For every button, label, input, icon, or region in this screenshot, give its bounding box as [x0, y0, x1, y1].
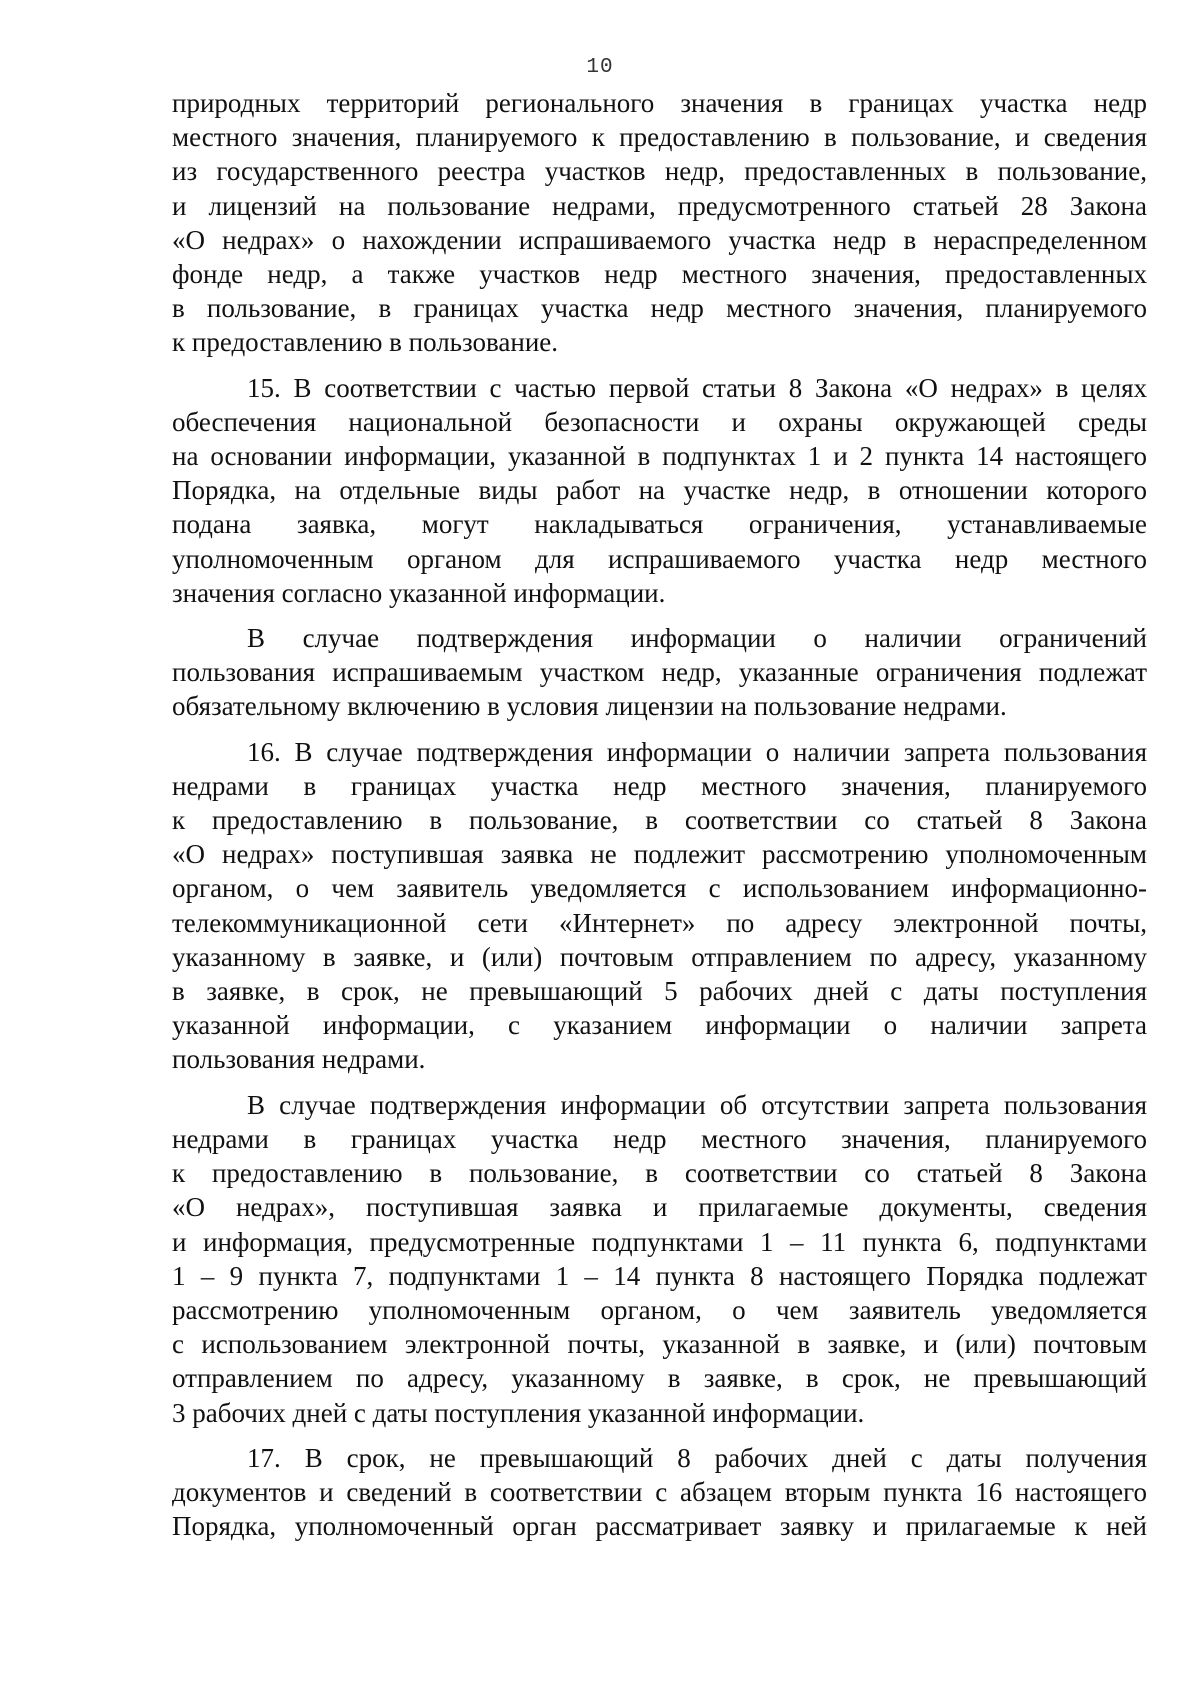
text-line: «О недрах» поступившая заявка не подлежит рассмотрению уполномоченным: [172, 839, 1147, 870]
text-line: 16. В случае подтверждения информации о наличии запрета пользования: [247, 736, 1147, 767]
text-line: пользования недрами.: [172, 1044, 426, 1075]
text-line: и лицензий на пользование недрами, предусмотренного статьей 28 Закона: [172, 190, 1147, 221]
paragraph: [172, 1088, 1147, 1430]
text-line: местного значения, планируемого к предоставлению в пользование, и сведения: [172, 122, 1147, 153]
text-line: 15. В соответствии с частью первой статьи 8 Закона «О недрах» в целях: [247, 372, 1147, 403]
text-line: в пользование, в границах участка недр местного значения, планируемого: [172, 293, 1147, 324]
text-line: «О недрах» о нахождении испрашиваемого участка недр в нераспределенном: [172, 224, 1147, 255]
text-line: телекоммуникационной сети «Интернет» по адресу электронной почты,: [172, 907, 1147, 938]
text-line: 1 – 9 пункта 7, подпунктами 1 – 14 пункта 8 настоящего Порядка подлежат: [172, 1260, 1147, 1291]
text-line: значения согласно указанной информации.: [172, 577, 666, 608]
text-line: указанной информации, с указанием информации о наличии запрета: [172, 1010, 1147, 1041]
text-line: из государственного реестра участков недр, предоставленных в пользование,: [172, 156, 1147, 187]
text-line: природных территорий регионального значения в границах участка недр: [172, 88, 1147, 118]
text-line: рассмотрению уполномоченным органом, о чем заявитель уведомляется: [172, 1294, 1147, 1325]
text-line: обеспечения национальной безопасности и охраны окружающей среды: [172, 406, 1147, 437]
document-body: [172, 86, 1147, 1543]
text-line: уполномоченным органом для испрашиваемого участка недр местного: [172, 543, 1147, 574]
text-line: отправлением по адресу, указанному в заявке, в срок, не превышающий: [172, 1363, 1147, 1394]
paragraph: [172, 1441, 1147, 1544]
text-line: к предоставлению в пользование, в соответствии со статьей 8 Закона: [172, 1158, 1147, 1189]
text-line: фонде недр, а также участков недр местного значения, предоставленных: [172, 259, 1147, 290]
text-line: указанному в заявке, и (или) почтовым отправлением по адресу, указанному: [172, 941, 1147, 972]
text-line: недрами в границах участка недр местного значения, планируемого: [172, 770, 1147, 801]
text-line: органом, о чем заявитель уведомляется с использованием информационно-: [172, 873, 1147, 904]
text-line: В случае подтверждения информации о наличии ограничений: [247, 623, 1147, 654]
text-line: к предоставлению в пользование.: [172, 327, 559, 358]
text-line: Порядка, на отдельные виды работ на участке недр, в отношении которого: [172, 475, 1147, 506]
paragraph: [172, 621, 1147, 724]
text-line: недрами в границах участка недр местного значения, планируемого: [172, 1123, 1147, 1154]
text-line: и информация, предусмотренные подпунктами 1 – 11 пункта 6, подпунктами: [172, 1226, 1147, 1257]
paragraph-gap: [172, 724, 1147, 735]
paragraph-gap: [172, 360, 1147, 371]
paragraph-gap: [172, 1077, 1147, 1088]
paragraph-gap: [172, 610, 1147, 621]
text-line: 3 рабочих дней с даты поступления указанной информации.: [172, 1397, 865, 1428]
text-line: к предоставлению в пользование, в соответствии со статьей 8 Закона: [172, 805, 1147, 836]
paragraph-gap: [172, 1430, 1147, 1441]
text-line: Порядка, уполномоченный орган рассматривает заявку и прилагаемые к ней: [172, 1511, 1147, 1542]
text-line: документов и сведений в соответствии с абзацем вторым пункта 16 настоящего: [172, 1476, 1147, 1507]
text-line: пользования испрашиваемым участком недр, указанные ограничения подлежат: [172, 657, 1147, 688]
text-line: 17. В срок, не превышающий 8 рабочих дней с даты получения: [247, 1442, 1147, 1473]
paragraph: [172, 86, 1147, 360]
text-line: «О недрах», поступившая заявка и прилагаемые документы, сведения: [172, 1192, 1147, 1223]
paragraph: [172, 735, 1147, 1077]
paragraph: [172, 371, 1147, 610]
text-line: обязательному включению в условия лицензии на пользование недрами.: [172, 691, 1007, 722]
text-line: В случае подтверждения информации об отсутствии запрета пользования: [247, 1089, 1147, 1120]
text-line: в заявке, в срок, не превышающий 5 рабочих дней с даты поступления: [172, 976, 1147, 1007]
text-line: с использованием электронной почты, указанной в заявке, и (или) почтовым: [172, 1329, 1147, 1360]
page-number: 10: [586, 56, 614, 79]
text-line: подана заявка, могут накладываться ограничения, устанавливаемые: [172, 509, 1147, 540]
text-line: на основании информации, указанной в подпунктах 1 и 2 пункта 14 настоящего: [172, 441, 1147, 472]
